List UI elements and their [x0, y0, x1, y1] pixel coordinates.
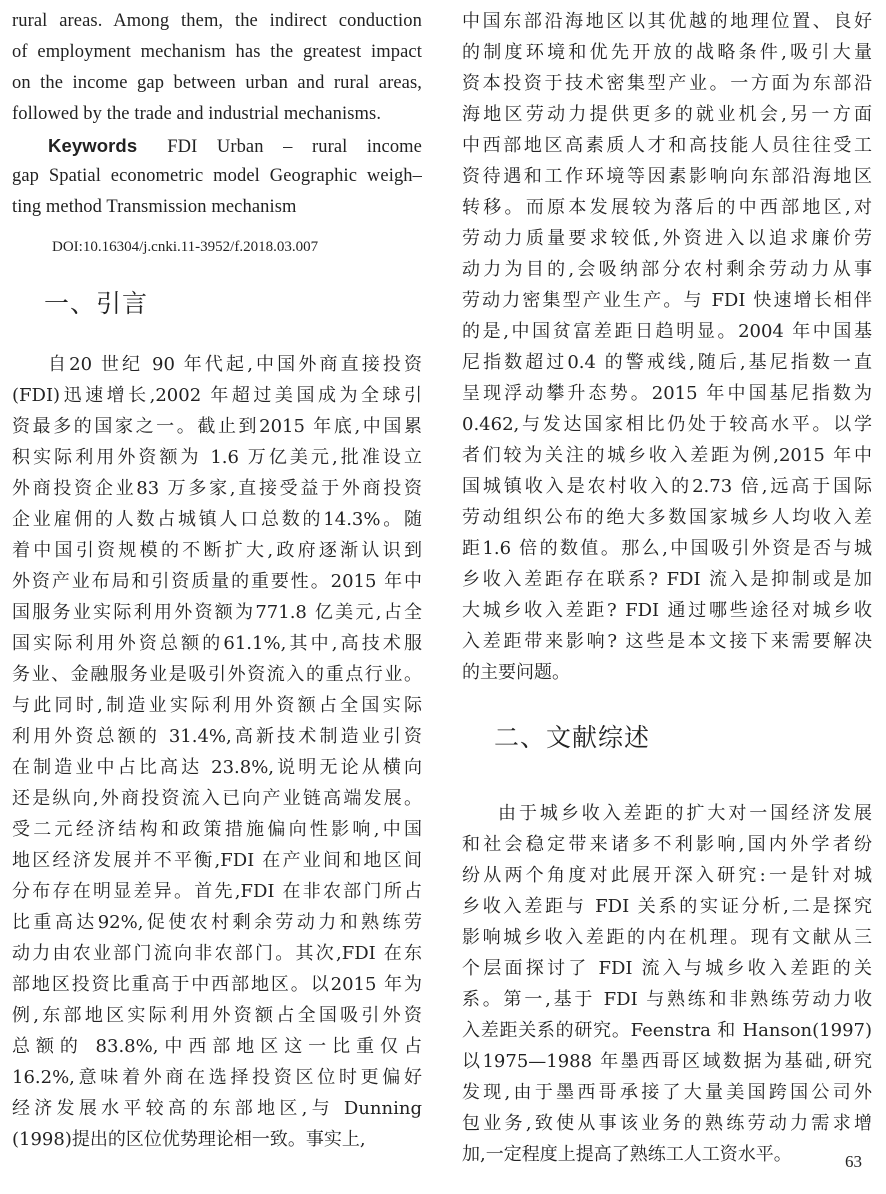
- text-line: 影响城乡收入差距的内在机理。现有文献从三: [462, 927, 872, 948]
- abstract-line: of employment mechanism has the greatest impact: [12, 42, 422, 62]
- left-column: [12, 6, 422, 1155]
- text-line: 尼指数超过0.4 的警戒线,随后,基尼指数一直: [462, 352, 872, 373]
- text-line: 纷从两个角度对此展开深入研究:一是针对城: [462, 865, 872, 886]
- body-text: [462, 6, 872, 688]
- text-line: 务业、金融服务业是吸引外资流入的重点行业。: [12, 664, 422, 685]
- text-line: 发现,由于墨西哥承接了大量美国跨国公司外: [462, 1082, 872, 1103]
- keywords-line: ting method Transmission mechanism: [12, 197, 297, 217]
- keywords-label: Keywords: [48, 135, 138, 156]
- text-line: 国实际利用外资总额的61.1%,其中,高技术服: [12, 633, 422, 654]
- text-line: 者们较为关注的城乡收入差距为例,2015 年中: [462, 445, 872, 466]
- right-column: [462, 6, 872, 1170]
- text-line: 的是,中国贫富差距日趋明显。2004 年中国基: [462, 321, 872, 342]
- text-line: 劳动力密集型产业生产。与 FDI 快速增长相伴: [462, 290, 872, 311]
- text-line: 地区经济发展并不平衡,FDI 在产业间和地区间: [12, 850, 422, 871]
- text-line: 在制造业中占比高达 23.8%,说明无论从横向: [12, 757, 422, 778]
- text-line: 的制度环境和优先开放的战略条件,吸引大量: [462, 42, 872, 63]
- text-line: 国服务业实际利用外资额为771.8 亿美元,占全: [12, 602, 422, 623]
- text-line: 中西部地区高素质人才和高技能人员往往受工: [462, 135, 872, 156]
- text-line: 乡收入差距与 FDI 关系的实证分析,二是探究: [462, 896, 872, 917]
- section-heading-literature-review: 二、文献综述: [494, 723, 651, 752]
- keywords-text: FDI Urban – rural income: [167, 137, 422, 157]
- text-line: 系。第一,基于 FDI 与熟练和非熟练劳动力收: [462, 989, 872, 1010]
- text-line: 积实际利用外资额为 1.6 万亿美元,批准设立: [12, 447, 422, 468]
- abstract-line: on the income gap between urban and rural areas,: [12, 73, 422, 93]
- text-line: 劳动组织公布的绝大多数国家城乡人均收入差: [462, 507, 872, 528]
- text-line: (FDI)迅速增长,2002 年超过美国成为全球引: [12, 385, 422, 406]
- text-line: 例,东部地区实际利用外资额占全国吸引外资: [12, 1005, 422, 1026]
- text-line: 外商投资企业83 万多家,直接受益于外商投资: [12, 478, 422, 499]
- abstract-line: rural areas. Among them, the indirect conduction: [12, 11, 422, 31]
- text-line: 动力由农业部门流向非农部门。其次,FDI 在东: [12, 943, 422, 964]
- text-line: 包业务,致使从事该业务的熟练劳动力需求增: [462, 1113, 872, 1134]
- abstract-line: followed by the trade and industrial mechanisms.: [12, 104, 382, 124]
- page-number: 63: [845, 1152, 862, 1171]
- text-line: 自20 世纪 90 年代起,中国外商直接投资: [48, 354, 422, 375]
- text-line: 资本投资于技术密集型产业。一方面为东部沿: [462, 73, 872, 94]
- text-line: 分布存在明显差异。首先,FDI 在非农部门所占: [12, 881, 422, 902]
- text-line: 转移。而原本发展较为落后的中西部地区,对: [462, 197, 872, 218]
- text-line: 外资产业布局和引资质量的重要性。2015 年中: [12, 571, 422, 592]
- text-line: 加,一定程度上提高了熟练工人工资水平。: [462, 1144, 792, 1165]
- text-line: 利用外资总额的 31.4%,高新技术制造业引资: [12, 726, 422, 747]
- text-line: 中国东部沿海地区以其优越的地理位置、良好: [462, 11, 872, 32]
- text-line: 着中国引资规模的不断扩大,政府逐渐认识到: [12, 540, 422, 561]
- text-line: 0.462,与发达国家相比仍处于较高水平。以学: [462, 414, 872, 435]
- text-line: 总额的 83.8%,中西部地区这一比重仅占: [12, 1036, 422, 1057]
- text-line: 资最多的国家之一。截止到2015 年底,中国累: [12, 416, 422, 437]
- body-text: [462, 798, 872, 1170]
- text-line: 劳动力质量要求较低,外资进入以追求廉价劳: [462, 228, 872, 249]
- text-line: 由于城乡收入差距的扩大对一国经济发展: [498, 803, 872, 824]
- text-line: 受二元经济结构和政策措施偏向性影响,中国: [12, 819, 422, 840]
- text-line: 企业雇佣的人数占城镇人口总数的14.3%。随: [12, 509, 422, 530]
- text-line: 与此同时,制造业实际利用外资额占全国实际: [12, 695, 422, 716]
- text-line: 以1975—1988 年墨西哥区域数据为基础,研究: [462, 1051, 872, 1072]
- keywords-line: [12, 130, 422, 161]
- text-line: 个层面探讨了 FDI 流入与城乡收入差距的关: [462, 958, 872, 979]
- text-line: 动力为目的,会吸纳部分农村剩余劳动力从事: [462, 259, 872, 280]
- text-line: 比重高达92%,促使农村剩余劳动力和熟练劳: [12, 912, 422, 933]
- text-line: 和社会稳定带来诸多不利影响,国内外学者纷: [462, 834, 872, 855]
- doi: DOI:10.16304/j.cnki.11-3952/f.2018.03.007: [52, 239, 319, 255]
- text-line: 经济发展水平较高的东部地区,与 Dunning: [12, 1098, 422, 1119]
- text-line: (1998)提出的区位优势理论相一致。事实上,: [12, 1129, 366, 1150]
- text-line: 大城乡收入差距? FDI 通过哪些途径对城乡收: [462, 600, 872, 621]
- text-line: 海地区劳动力提供更多的就业机会,另一方面: [462, 104, 872, 125]
- text-line: 部地区投资比重高于中西部地区。以2015 年为: [12, 974, 422, 995]
- text-line: 国城镇收入是农村收入的2.73 倍,远高于国际: [462, 476, 872, 497]
- text-line: 入差距带来影响? 这些是本文接下来需要解决: [462, 631, 872, 652]
- keywords-line: gap Spatial econometric model Geographic weigh–: [12, 166, 422, 186]
- keywords-block: [12, 130, 422, 223]
- english-abstract: [12, 6, 422, 130]
- section-heading-introduction: 一、引言: [44, 289, 149, 318]
- text-line: 16.2%,意味着外商在选择投资区位时更偏好: [12, 1067, 422, 1088]
- text-line: 还是纵向,外商投资流入已向产业链高端发展。: [12, 788, 422, 809]
- text-line: 距1.6 倍的数值。那么,中国吸引外资是否与城: [462, 538, 872, 559]
- body-text: [12, 349, 422, 1155]
- text-line: 乡收入差距存在联系? FDI 流入是抑制或是加: [462, 569, 872, 590]
- text-line: 入差距关系的研究。Feenstra 和 Hanson(1997): [462, 1020, 872, 1041]
- text-line: 呈现浮动攀升态势。2015 年中国基尼指数为: [462, 383, 872, 404]
- text-line: 资待遇和工作环境等因素影响向东部沿海地区: [462, 166, 872, 187]
- text-line: 的主要问题。: [462, 662, 570, 683]
